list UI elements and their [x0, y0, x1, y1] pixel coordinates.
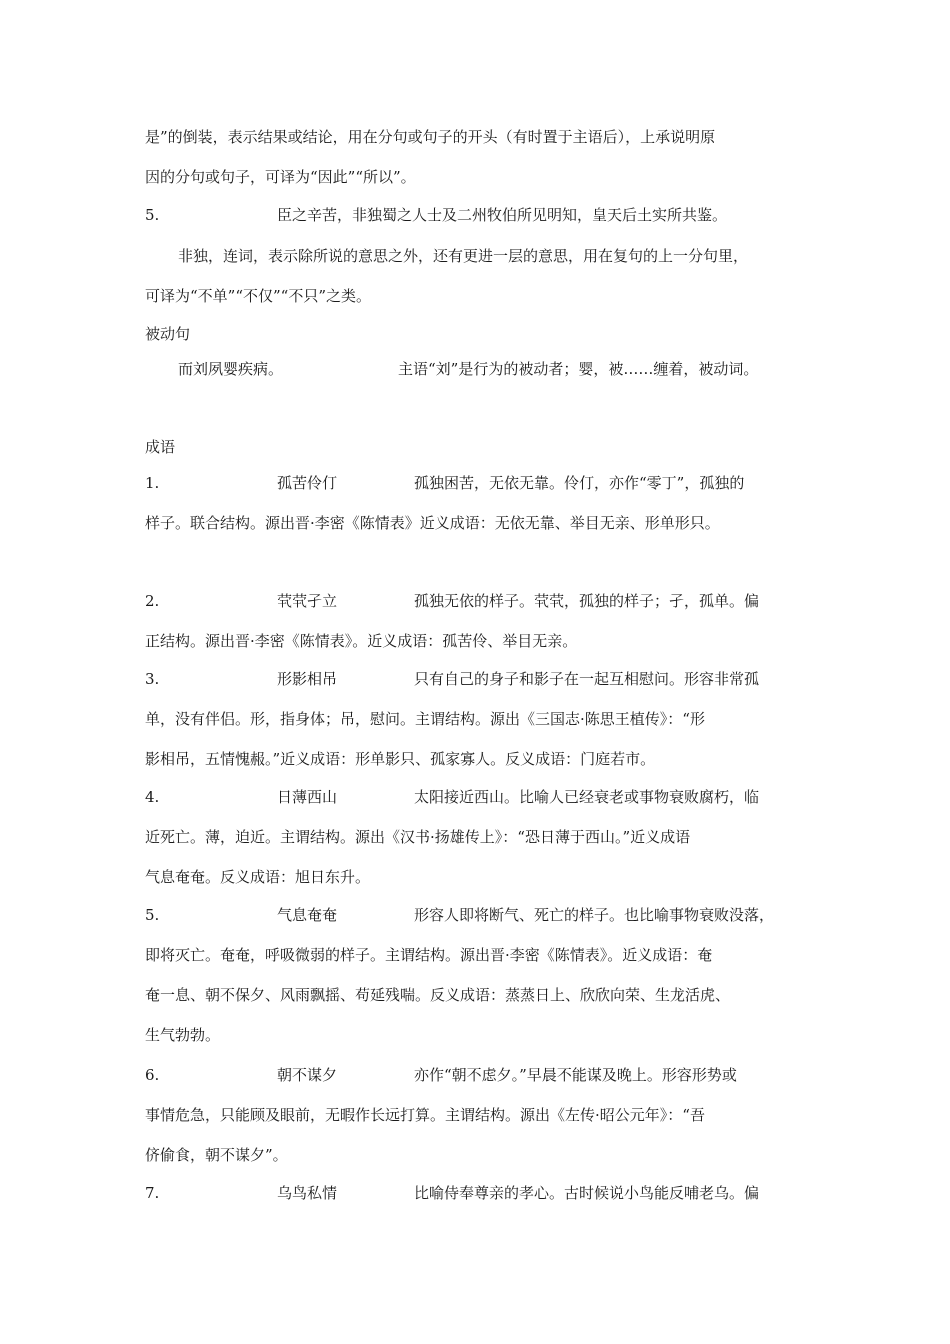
example-sentence: 臣之辛苦，非独蜀之人士及二州牧伯所见明知，皇天后土实所共鉴。 — [277, 206, 728, 224]
section-heading: 被动句 — [145, 325, 191, 343]
grammar-note: 主语“刘”是行为的被动者；婴，被……缠着，被动词。 — [398, 360, 759, 378]
idiom-definition-line: 只有自己的身子和影子在一起互相慰问。形容非常孤 — [414, 670, 760, 688]
idiom-term: 茕茕孑立 — [277, 592, 338, 610]
idiom-definition-line: 事情危急，只能顾及眼前，无暇作长远打算。主谓结构。源出《左传·昭公元年》：“吾 — [145, 1106, 705, 1124]
idiom-number: 3. — [145, 670, 160, 688]
idiom-term: 日薄西山 — [277, 788, 338, 806]
idiom-number: 6. — [145, 1066, 160, 1084]
idiom-definition-line: 即将灭亡。奄奄，呼吸微弱的样子。主谓结构。源出晋·李密《陈情表》。近义成语：奄 — [145, 946, 713, 964]
idiom-definition-line: 正结构。源出晋·李密《陈情表》。近义成语：孤苦伶、举目无亲。 — [145, 632, 578, 650]
idiom-term: 形影相吊 — [277, 670, 338, 688]
idiom-definition-line: 奄一息、朝不保夕、风雨飘摇、苟延残喘。反义成语：蒸蒸日上、欣欣向荣、生龙活虎、 — [145, 986, 731, 1004]
example-sentence: 而刘夙婴疾病。 — [178, 360, 284, 378]
idiom-definition-line: 近死亡。薄，迫近。主谓结构。源出《汉书·扬雄传上》：“恐日薄于西山。”近义成语 — [145, 828, 691, 846]
idiom-definition-line: 样子。联合结构。源出晋·李密《陈情表》近义成语：无依无靠、举目无亲、形单形只。 — [145, 514, 720, 532]
idiom-definition-line: 太阳接近西山。比喻人已经衰老或事物衰败腐朽，临 — [414, 788, 760, 806]
idiom-definition-line: 孤独无依的样子。茕茕，孤独的样子；孑，孤单。偏 — [414, 592, 760, 610]
idiom-term: 乌鸟私情 — [277, 1184, 338, 1202]
idiom-definition-line: 气息奄奄。反义成语：旭日东升。 — [145, 868, 371, 886]
section-heading: 成语 — [145, 438, 176, 456]
idiom-number: 7. — [145, 1184, 160, 1202]
text-line: 是”的倒装，表示结果或结论，用在分句或句子的开头（有时置于主语后），上承说明原 — [145, 128, 716, 146]
idiom-term: 气息奄奄 — [277, 906, 338, 924]
idiom-number: 2. — [145, 592, 160, 610]
text-line: 因的分句或句子，可译为“因此”“所以”。 — [145, 168, 416, 186]
idiom-definition-line: 影相吊，五情愧赧。”近义成语：形单影只、孤家寡人。反义成语：门庭若市。 — [145, 750, 656, 768]
idiom-definition-line: 侪偷食，朝不谋夕”。 — [145, 1146, 288, 1164]
idiom-number: 5. — [145, 906, 160, 924]
idiom-term: 朝不谋夕 — [277, 1066, 338, 1084]
idiom-number: 4. — [145, 788, 160, 806]
idiom-term: 孤苦伶仃 — [277, 474, 338, 492]
sentence-number: 5. — [145, 206, 160, 224]
text-line: 可译为“不单”“不仅”“不只”之类。 — [145, 287, 372, 305]
idiom-definition-line: 单，没有伴侣。形，指身体；吊，慰问。主谓结构。源出《三国志·陈思王植传》：“形 — [145, 710, 705, 728]
idiom-definition-line: 生气勃勃。 — [145, 1026, 221, 1044]
idiom-definition-line: 比喻侍奉尊亲的孝心。古时候说小鸟能反哺老乌。偏 — [414, 1184, 760, 1202]
idiom-definition-line: 亦作“朝不虑夕。”早晨不能谋及晚上。形容形势或 — [414, 1066, 737, 1084]
idiom-definition-line: 孤独困苦，无依无靠。伶仃，亦作“零丁”，孤独的 — [414, 474, 745, 492]
text-line: 非独，连词，表示除所说的意思之外，还有更进一层的意思，用在复句的上一分句里， — [178, 247, 749, 265]
idiom-number: 1. — [145, 474, 160, 492]
idiom-definition-line: 形容人即将断气、死亡的样子。也比喻事物衰败没落， — [414, 906, 775, 924]
